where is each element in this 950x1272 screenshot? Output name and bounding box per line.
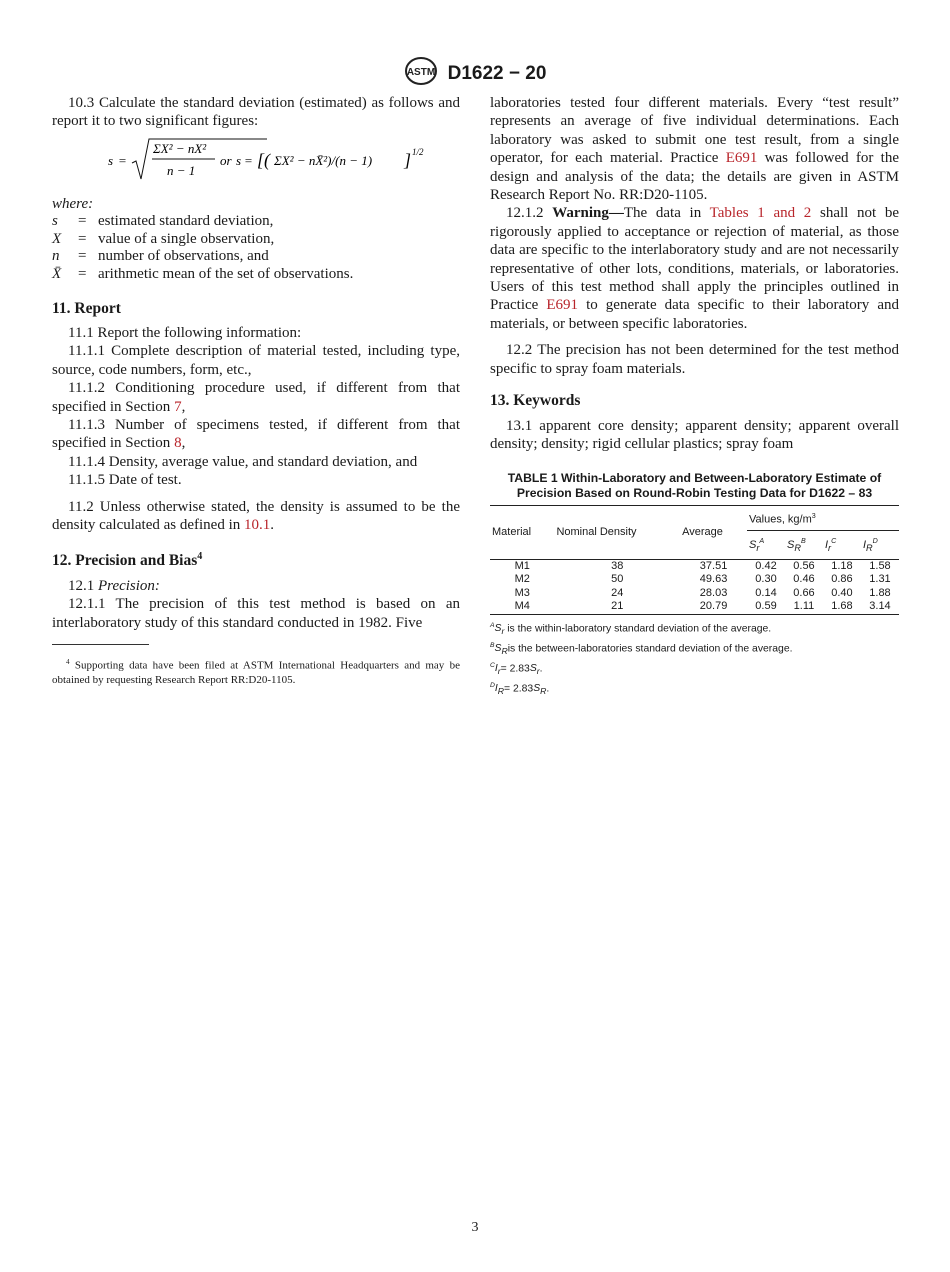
footnote-d: $^DI_R= 2.83S_R$. xyxy=(490,681,550,697)
svg-text:ASTM: ASTM xyxy=(406,67,435,78)
col-ir: $I_r^C$ xyxy=(824,537,837,554)
para-11-1-5: 11.1.5 Date of test. xyxy=(68,472,182,489)
para-11-1: 11.1 Report the following information: xyxy=(68,325,302,341)
col-values: Values, $kg/m^3$ xyxy=(747,506,899,531)
para-13-1: 13.1 apparent core density; apparent density; apparent overall density; density; rigid cellular plastics; spray foam xyxy=(490,417,899,452)
e691-link-2[interactable]: E691 xyxy=(546,297,579,314)
svg-text:=: = xyxy=(118,152,127,168)
col-average: Average xyxy=(680,506,747,559)
e691-link[interactable]: E691 xyxy=(725,150,758,167)
para-12-1-2: 12.1.2 Warning—The data in Tables 1 and 2 shall not be rigorously applied to acceptance or rejection of material, as those data are specific to the interlaboratory study and are not necessarily representative of other lots, conditions, materials, or laboratories. Users of this test method shall apply the principles outlined in Practice E691 to generate data specific to their laboratory and materials, or between specific laboratories. xyxy=(490,205,900,332)
para-12-1-1: 12.1.1 The precision of this test method is based on an interlaboratory study of this standard conducted in 1982. Five xyxy=(52,596,460,631)
col-sr: $S_r^A$ xyxy=(749,537,765,554)
tables-link[interactable]: Tables 1 and 2 xyxy=(709,205,812,222)
footnote-divider xyxy=(52,644,149,645)
section-13-heading: 13. Keywords xyxy=(490,392,581,410)
table-row: M3 24 28.03 0.14 0.66 0.40 1.88 xyxy=(514,586,891,599)
right-column xyxy=(490,94,899,699)
where-label: where: xyxy=(52,195,94,212)
svg-text:1/2: 1/2 xyxy=(412,146,424,157)
svg-text:=: = xyxy=(244,152,253,168)
svg-text:ΣX² − nX̄²)/(n − 1): ΣX² − nX̄²)/(n − 1) xyxy=(274,152,373,168)
section-12-heading: 12. Precision and Bias$^4$ xyxy=(52,551,203,570)
para-12-1-1-continued: laboratories tested four different materials. Every “test result” represents an average of five individual determinations. Each laboratory was asked to submit one test result, from a single operator, for each material. Practice E691 was followed for the design and analysis of the data; the details are given in ASTM Research Report No. RR:D20-1105. xyxy=(490,95,899,204)
col-sR: $S_R^B$ xyxy=(786,537,806,554)
page-header xyxy=(0,56,950,91)
table-row: M2 50 49.63 0.30 0.46 0.86 1.31 xyxy=(514,573,891,586)
para-11-2: 11.2 Unless otherwise stated, the density is assumed to be the density calculated as defined in 10.1. xyxy=(52,498,460,534)
para-10-3: 10.3 Calculate the standard deviation (estimated) as follows and report it to two significant figures: xyxy=(52,95,460,130)
footnote-b: $^BS_Ris$ the between-laboratories standard deviation of the average. xyxy=(490,641,793,657)
section-7-link[interactable]: 7 xyxy=(174,398,182,415)
para-11-1-4: 11.1.4 Density, average value, and standard deviation, and xyxy=(68,453,418,470)
table-row: M4 21 20.79 0.59 1.11 1.68 3.14 xyxy=(514,600,891,613)
para-11-1-2: 11.1.2 Conditioning procedure used, if different from that specified in Section 7, xyxy=(52,380,460,415)
footnote-4: $^4$ Supporting data have been filed at ASTM International Headquarters and may be obtained by requesting Research Report RR:D20-1105. xyxy=(52,658,460,686)
para-12-1: 12.1 Precision: xyxy=(68,578,160,595)
svg-text:s: s xyxy=(236,152,242,168)
svg-text:ΣX² − nX²: ΣX² − nX² xyxy=(153,140,207,156)
svg-text:[(: [( xyxy=(257,149,270,170)
definition-row: X̄ = arithmetic mean of the set of observations. xyxy=(52,266,354,282)
definitions-list xyxy=(52,213,353,283)
para-11-1-3: 11.1.3 Number of specimens tested, if different from that specified in Section 8, xyxy=(52,417,460,452)
precision-table xyxy=(490,505,899,614)
section-8-link[interactable]: 8 xyxy=(174,435,182,452)
astm-logo-icon xyxy=(404,56,438,91)
table-row: M1 38 37.51 0.42 0.56 1.18 1.58 xyxy=(514,559,891,572)
definition-row: s = estimated standard deviation, xyxy=(52,213,274,230)
table-1 xyxy=(490,471,899,699)
document-id: D1622 − 20 xyxy=(447,62,547,84)
svg-text:or: or xyxy=(220,152,232,168)
col-material: Material xyxy=(490,506,554,559)
svg-text:n − 1: n − 1 xyxy=(167,162,196,178)
std-dev-formula xyxy=(52,135,460,187)
svg-text:s: s xyxy=(108,152,114,168)
col-iR: $I_R^D$ xyxy=(862,537,878,554)
table-1-title: TABLE 1 Within-Laboratory and Between-Laboratory Estimate of Precision Based on Round-Robin Testing Data for D1622 – 83 xyxy=(507,471,882,501)
footnote-c: $^CI_r= 2.83S_r$. xyxy=(490,661,543,677)
col-nominal-density: Nominal Density xyxy=(554,506,680,559)
page-number: 3 xyxy=(471,1220,479,1235)
para-12-2: 12.2 The precision has not been determined for the test method specific to spray foam materials. xyxy=(490,342,899,377)
section-10-1-link[interactable]: 10.1 xyxy=(244,517,271,534)
footnote-a: $^AS_r$ is the within-laboratory standard deviation of the average. xyxy=(490,621,772,637)
left-column xyxy=(52,94,460,687)
table-footnotes xyxy=(490,619,899,699)
para-11-1-1: 11.1.1 Complete description of material tested, including type, source, code numbers, form, etc., xyxy=(52,343,460,378)
svg-text:]: ] xyxy=(404,149,412,170)
definition-row: X = value of a single observation, xyxy=(52,230,275,247)
definition-row: n = number of observations, and xyxy=(52,248,269,265)
section-11-heading: 11. Report xyxy=(52,299,121,317)
